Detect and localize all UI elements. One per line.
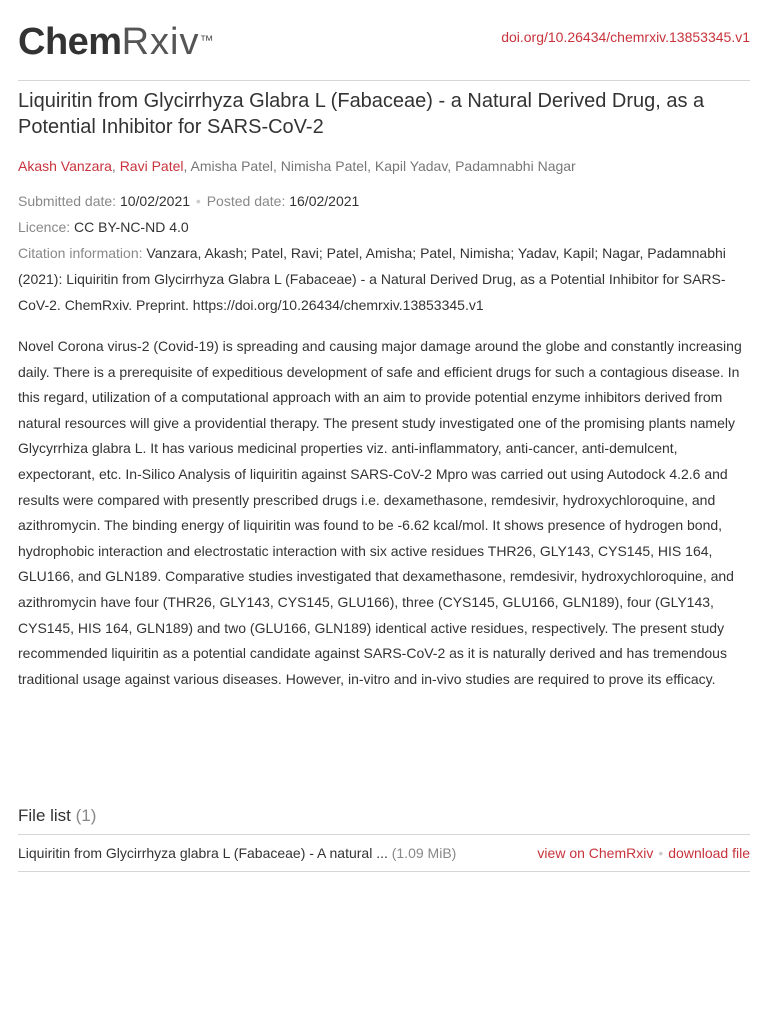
dates-row	[18, 188, 750, 214]
doi-link[interactable]: doi.org/10.26434/chemrxiv.13853345.v1	[501, 29, 750, 45]
file-list-title: File list	[18, 806, 71, 825]
licence-row	[18, 214, 750, 240]
file-list-heading	[18, 806, 96, 826]
file-name: Liquiritin from Glycirrhyza glabra L (Fabaceae) - A natural ...	[18, 845, 388, 861]
licence-label: Licence:	[18, 219, 71, 235]
file-action-separator: •	[658, 845, 664, 861]
citation-label: Citation information:	[18, 245, 143, 261]
logo-rxiv-text: Rxiv	[121, 21, 200, 63]
author-separator: ,	[111, 158, 120, 174]
submitted-date: 10/02/2021	[119, 193, 191, 209]
file-list-item	[18, 834, 750, 872]
paper-metadata	[18, 188, 750, 318]
author-link-1[interactable]: Akash Vanzara	[18, 158, 112, 174]
citation-row	[18, 240, 750, 318]
author-list	[18, 156, 750, 176]
licence-value: CC BY-NC-ND 4.0	[74, 219, 189, 235]
file-actions	[537, 835, 750, 871]
file-size: (1.09 MiB)	[391, 845, 457, 861]
author-separator: ,	[183, 158, 191, 174]
authors-unlinked: Amisha Patel, Nimisha Patel, Kapil Yadav, Padamnabhi Nagar	[190, 158, 576, 174]
file-entry	[18, 835, 456, 871]
logo-chem-text: Chem	[18, 21, 122, 63]
posted-label: Posted date:	[206, 193, 286, 209]
author-link-2[interactable]: Ravi Patel	[119, 158, 184, 174]
download-file-link[interactable]: download file	[668, 845, 750, 861]
chemrxiv-logo[interactable]	[18, 22, 213, 62]
abstract-text: Novel Corona virus-2 (Covid-19) is spreading and causing major damage around the globe and constantly increasing daily. There is a prerequisite of expeditious development of safe and efficient drugs for such a contagious disease. In this regard, utilization of a computational approach with an aim to provide potential enzyme inhibitors derived from natural resources will give a providential therapy. The present study investigated one of the promising plants namely Glycyrrhiza glabra L. It has various medicinal properties viz. anti-inflammatory, anti-cancer, anti-demulcent, expectorant, etc. In-Silico Analysis of liquiritin against SARS-CoV-2 Mpro was carried out using Autodock 4.2.6 and results were compared with presently prescribed drugs i.e. dexamethasone, remdesivir, hydroxychloroquine, and azithromycin. The binding energy of liquiritin was found to be -6.62 kcal/mol. It shows presence of hydrogen bond, hydrophobic interaction and electrostatic interaction with six active residues THR26, GLY143, CYS145, HIS 164, GLU166, and GLN189. Comparative studies investigated that dexamethasone, remdesivir, hydroxychloroquine, and azithromycin have four (THR26, GLY143, CYS145, GLU166), three (CYS145, GLU166, GLN189), four (GLY143, CYS145, HIS 164, GLN189) and two (GLU166, GLN189) identical active residues, respectively. The present study recommended liquiritin as a potential candidate against SARS-CoV-2 as it is naturally derived and has tremendous traditional usage against various diseases. However, in-vitro and in-vivo studies are required to prove its efficacy.	[18, 338, 742, 687]
header	[18, 0, 750, 81]
meta-dot-separator: •	[195, 193, 201, 209]
paper-title: Liquiritin from Glycirrhyza Glabra L (Fabaceae) - a Natural Derived Drug, as a Potential Inhibitor for SARS-CoV-2	[18, 90, 705, 138]
submitted-label: Submitted date:	[18, 193, 117, 209]
logo-trademark: ™	[199, 32, 213, 48]
posted-date: 16/02/2021	[289, 193, 360, 209]
file-count: (1)	[75, 806, 97, 825]
view-on-chemrxiv-link[interactable]: view on ChemRxiv	[537, 845, 654, 861]
preprint-page	[18, 0, 750, 861]
citation-text: Vanzara, Akash; Patel, Ravi; Patel, Amisha; Patel, Nimisha; Yadav, Kapil; Nagar, Padamnabhi (2021): Liquiritin from Glycirrhyza Glabra L (Fabaceae) - a Natural Derived Drug, as a Potential Inhibitor for SARS-CoV-2. ChemRxiv. Preprint. https://doi.org/10.26434/chemrxiv.13853345.v1	[18, 245, 726, 313]
